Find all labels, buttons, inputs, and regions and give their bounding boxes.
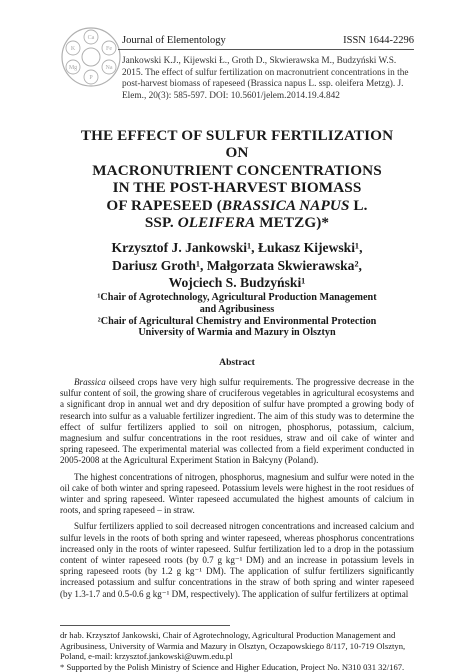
journal-name: Journal of Elementology [122, 35, 226, 46]
footnote-funding: * Supported by the Polish Ministry of Science and Higher Education, Project No. N310 031 32/167. [60, 661, 405, 672]
affiliation-line: ²Chair of Agricultural Chemistry and Environmental Protection [97, 315, 377, 327]
affiliation-line: ¹Chair of Agrotechnology, Agricultural Production Management [97, 292, 377, 303]
abstract-paragraph: Brassica oilseed crops have very high sulfur requirements. The progressive decrease in the sulfur content of soil, the growing share of cruciferous vegetables in agricultural ecosystems and a significant drop in annual wet and dry deposition of sulfur have prompted a growing body of research into sulfur as a valuable fertilizer ingredient. The aim of this study was to determine the effect of sulfur fertilizers applied to soil on nitrogen, phosphorus, potassium, calcium, magnesium and sulfur concentrations in the root residues, straw and oil cake of winter and spring rapeseed. The experimental material was collected from a field experiment conducted in 2005-2008 at the Agricultural Experiment Station in Bałcyny (Poland). [60, 377, 414, 466]
title-line: SSP. OLEIFERA METZG)* [144, 214, 330, 232]
abstract-heading: Abstract [219, 357, 255, 368]
abstract-paragraph: The highest concentrations of nitrogen, phosphorus, magnesium and sulfur were noted in the oil cake of both winter and spring rapeseed. Potassium levels were highest in the root residues of winter and spring rapeseed. Winter rapeseed accumulated the highest amounts of calcium in roots, and spring rapeseed – in straw. [60, 471, 414, 516]
citation: Jankowski K.J., Kijewski Ł., Groth D., Skwierawska M., Budzyński W.S. 2015. The effect of sulfur fertilization on macronutrient concentrations in the post-harvest biomass of rapeseed (Brassica napus L. ssp. oleifera Metzg). J. Elem., 20(3): 585-597. DOI: 10.5601/jelem.2014.19.4.842 [122, 56, 409, 101]
title-line: MACRONUTRIENT CONCENTRATIONS [92, 161, 382, 179]
author-line: Wojciech S. Budzyński¹ [168, 275, 306, 291]
footnote-divider [60, 625, 230, 626]
footnote-author: dr hab. Krzysztof Jankowski, Chair of Agrotechnology, Agricultural Production Management and Agribusiness, University of Warmia and Mazury in Olsztyn, Oczapowskiego 8/117, 10-719 Olsztyn, Poland, e-mail: krzysztof.jankowski@uwm.edu.pl [60, 630, 406, 662]
author-line: Krzysztof J. Jankowski¹, Łukasz Kijewski¹, [111, 240, 363, 255]
journal-logo [60, 26, 122, 88]
footnotes [60, 630, 414, 672]
svg-text:Ca: Ca [87, 35, 95, 41]
svg-text:K: K [70, 46, 76, 52]
affiliations [60, 292, 414, 339]
svg-text:Mg: Mg [68, 65, 78, 71]
title-line: IN THE POST-HARVEST BIOMASS [112, 179, 362, 197]
svg-text:P: P [89, 75, 93, 81]
svg-text:Na: Na [105, 65, 113, 71]
affiliation-line: and Agribusiness [199, 303, 275, 315]
author-list [60, 239, 414, 292]
title-line: THE EFFECT OF SULFUR FERTILIZATION ON [80, 127, 394, 162]
issn: ISSN 1644-2296 [343, 35, 414, 46]
paper-title [70, 127, 404, 231]
title-line: OF RAPESEED (BRASSICA NAPUS L. [106, 196, 368, 214]
affiliation-line: University of Warmia and Mazury in Olsztyn [138, 327, 336, 339]
header-divider [118, 49, 414, 50]
svg-text:Fe: Fe [106, 46, 112, 52]
abstract-body [60, 377, 414, 605]
abstract-paragraph: Sulfur fertilizers applied to soil decreased nitrogen concentrations and increased calcium and sulfur levels in the roots of both spring and winter rapeseed, whereas phosphorus concentrations increased only in the roots of winter rapeseed. Sulfur fertilization led to a drop in the potassium content of winter rapeseed roots (by 0.7 g kg⁻¹ DM) and an increase in potassium levels in spring rapeseed roots (by 1.2 g kg⁻¹ DM). The application of sulfur fertilizers significantly increased potassium and sulfur concentrations in the straw of both spring and winter rapeseed (by 1.3-1.7 and 0.5-0.6 g kg⁻¹ DM, respectively). The application of sulfur fertilizers at optimal [60, 521, 414, 599]
author-line: Dariusz Groth¹, Małgorzata Skwierawska², [112, 257, 362, 273]
